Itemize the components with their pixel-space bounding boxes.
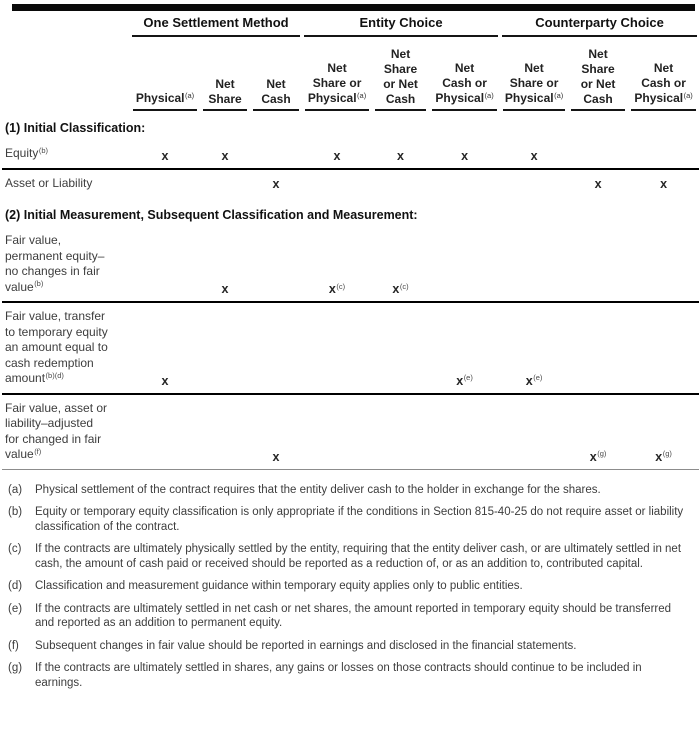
footnote xyxy=(8,579,692,594)
footnote-ref: (a) xyxy=(683,90,693,100)
footnote-text: Subsequent changes in fair value should be reported in earnings and disclosed in the financial statements. xyxy=(35,639,577,652)
mark-cell xyxy=(429,227,500,302)
row-label: Fair value, transfer to temporary equity an amount equal to cash redemption amount$^{(b)(d)}$ xyxy=(2,302,130,394)
column-header-line: Share xyxy=(581,62,615,76)
mark-cell: x xyxy=(594,177,602,191)
column-header-line: Physical$^{(a)}$ xyxy=(504,90,564,105)
footnote-marker: (f) xyxy=(8,639,19,652)
footnotes xyxy=(2,483,698,691)
footnote-ref: (b) xyxy=(38,145,49,155)
column-header xyxy=(628,37,699,111)
mark-cell xyxy=(429,394,500,470)
footnote xyxy=(8,505,692,534)
column-header-line: Physical$^{(a)}$ xyxy=(435,90,494,105)
mark-cell: $x^{(c)}$ xyxy=(302,227,372,302)
column-header-line: Net xyxy=(454,61,475,75)
mark-cell xyxy=(302,169,372,197)
section-title: (2) Initial Measurement, Subsequent Classification and Measurement: xyxy=(5,208,418,222)
column-header-line: Physical$^{(a)}$ xyxy=(307,90,367,105)
footnote-ref: (a) xyxy=(357,90,367,100)
column-header-line: Share or xyxy=(312,76,362,90)
settlement-method-table xyxy=(2,11,699,470)
footnote-text: Physical settlement of the contract requires that the entity deliver cash to the holder in exchange for the shares. xyxy=(35,483,601,496)
mark-cell xyxy=(500,394,568,470)
mark-cell xyxy=(302,394,372,470)
mark-cell: $x^{(g)}$ xyxy=(568,394,628,470)
mark-cell xyxy=(130,394,200,470)
mark-cell xyxy=(500,227,568,302)
column-header-line: Cash or xyxy=(641,76,686,90)
section-title-row xyxy=(2,196,699,227)
footnote-ref: (g) xyxy=(662,449,672,458)
column-header-line: Net xyxy=(588,47,608,61)
row-label: Fair value, permanent equity–no changes in fair value$^{(b)}$ xyxy=(2,227,130,302)
column-header-line: Net xyxy=(653,61,674,75)
footnote-marker: (a) xyxy=(8,483,23,496)
column-header-line: Share xyxy=(383,62,418,76)
column-header xyxy=(250,37,302,111)
column-header-line: Physical$^{(a)}$ xyxy=(634,90,693,105)
table-row xyxy=(2,140,699,169)
mark-cell xyxy=(372,302,429,394)
footnote-marker: (d) xyxy=(8,580,23,592)
column-header-label xyxy=(133,91,197,111)
footnote-ref: (a) xyxy=(185,90,195,100)
column-header-line: or Net xyxy=(383,77,418,91)
mark-cell: x xyxy=(429,140,500,169)
section-title-row xyxy=(2,111,699,140)
column-header xyxy=(568,37,628,111)
column-header-line: Physical$^{(a)}$ xyxy=(135,90,195,105)
group-header-label: Entity Choice xyxy=(304,15,498,37)
footnote-ref: (f) xyxy=(34,446,42,456)
mark-cell xyxy=(500,169,568,197)
column-header-label xyxy=(571,47,625,111)
mark-cell xyxy=(628,227,699,302)
column-header xyxy=(500,37,568,111)
column-header-line: Cash xyxy=(385,92,416,106)
mark-cell xyxy=(250,140,302,169)
footnote-ref: (a) xyxy=(554,90,564,100)
column-header-line: or Net xyxy=(580,77,616,91)
mark-cell xyxy=(130,227,200,302)
mark-cell xyxy=(429,169,500,197)
corner-cell xyxy=(2,11,130,37)
mark-cell xyxy=(372,394,429,470)
column-header-row xyxy=(2,37,699,111)
footnote-marker: (g) xyxy=(8,662,23,674)
group-header-label: Counterparty Choice xyxy=(502,15,697,37)
mark-cell: x xyxy=(272,177,280,191)
column-header-line: Cash or xyxy=(442,76,487,90)
section-title: (1) Initial Classification: xyxy=(5,121,146,135)
footnote xyxy=(8,542,692,571)
footnote-text: If the contracts are ultimately settled in net cash or net shares, the amount reported in temporary equity should be transferred and reported as an addition to permanent equity. xyxy=(35,602,672,629)
table-row xyxy=(2,227,699,302)
column-header xyxy=(429,37,500,111)
document-page xyxy=(0,4,700,690)
footnote xyxy=(8,602,692,631)
footnote-ref: (e) xyxy=(533,373,543,382)
group-header-label: One Settlement Method xyxy=(132,15,300,37)
footnote-ref: (b) xyxy=(34,279,44,288)
column-header-line: Share xyxy=(208,92,242,106)
column-header xyxy=(302,37,372,111)
table-body xyxy=(2,111,699,469)
mark-cell xyxy=(200,302,250,394)
footnote-ref: (g) xyxy=(597,449,607,458)
column-header-label xyxy=(305,61,369,111)
mark-cell: $x^{(e)}$ xyxy=(429,302,500,394)
mark-cell: x xyxy=(660,177,668,191)
footnote-ref: (c) xyxy=(336,281,346,291)
footnote-marker: (e) xyxy=(8,602,23,615)
footnote xyxy=(8,661,692,690)
row-label: Equity$^{(b)}$ xyxy=(2,140,130,169)
group-header-row xyxy=(2,11,699,37)
footnote-ref: (b)(d) xyxy=(45,370,64,380)
column-header-label xyxy=(375,47,426,111)
mark-cell xyxy=(200,169,250,197)
mark-cell xyxy=(130,169,200,197)
column-header-line: Net xyxy=(390,47,411,61)
mark-cell: x xyxy=(130,302,200,394)
column-header-label xyxy=(503,61,565,111)
mark-cell xyxy=(250,227,302,302)
group-header xyxy=(130,11,302,37)
table-header xyxy=(2,11,699,111)
table-row xyxy=(2,169,699,197)
footnote-ref: (e) xyxy=(463,373,473,382)
table-row xyxy=(2,394,699,470)
mark-cell: $x^{(e)}$ xyxy=(500,302,568,394)
column-header-label xyxy=(203,77,247,111)
mark-cell: x xyxy=(200,227,250,302)
footnote xyxy=(8,483,692,498)
footnote-text: Classification and measurement guidance within temporary equity applies only to public entities. xyxy=(35,580,523,592)
mark-cell xyxy=(200,394,250,470)
column-header xyxy=(130,37,200,111)
mark-cell xyxy=(568,227,628,302)
footnote-ref: (c) xyxy=(399,281,409,291)
mark-cell xyxy=(628,140,699,169)
group-header xyxy=(500,11,699,37)
footnote-marker: (c) xyxy=(8,543,22,555)
column-header-label xyxy=(432,61,497,111)
mark-cell xyxy=(568,302,628,394)
column-header-line: Net xyxy=(215,77,235,91)
group-header xyxy=(302,11,500,37)
column-header-line: Net xyxy=(266,77,286,91)
mark-cell xyxy=(372,169,429,197)
table-row xyxy=(2,302,699,394)
footnote-marker: (b) xyxy=(8,506,23,518)
mark-cell xyxy=(628,302,699,394)
column-header-line: Share or xyxy=(509,76,559,90)
mark-cell: $x^{(g)}$ xyxy=(628,394,699,470)
footnote-text: Equity or temporary equity classification is only appropriate if the conditions in Section 815-40-25 do not require asset or liability classification of the contract. xyxy=(35,506,684,533)
footnote-text: If the contracts are ultimately physically settled by the entity, requiring that the entity deliver cash, or are ultimately settled in net cash, the amount of cash paid or received should be reported as a reduction of, or as an addition to, contributed capital. xyxy=(35,543,682,570)
footnote xyxy=(8,639,692,654)
column-header-label xyxy=(631,61,696,111)
footnote-text: If the contracts are ultimately settled in shares, any gains or losses on those contracts should continue to be included in earnings. xyxy=(35,662,642,689)
mark-cell: x xyxy=(372,140,429,169)
corner-cell xyxy=(2,37,130,111)
column-header-line: Net xyxy=(327,61,347,75)
mark-cell: x xyxy=(250,394,302,470)
column-header xyxy=(372,37,429,111)
row-label: Asset or Liability xyxy=(5,175,93,190)
mark-cell: x xyxy=(302,140,372,169)
footnote-ref: (a) xyxy=(484,90,494,100)
column-header-line: Cash xyxy=(261,92,291,106)
mark-cell: x xyxy=(130,140,200,169)
column-header-line: Net xyxy=(524,61,544,75)
mark-cell xyxy=(568,140,628,169)
row-label: Fair value, asset or liability–adjusted for changed in fair value$^{(f)}$ xyxy=(2,394,130,470)
mark-cell: $x^{(c)}$ xyxy=(372,227,429,302)
mark-cell xyxy=(302,302,372,394)
column-header-label xyxy=(253,77,299,111)
mark-cell: x xyxy=(200,140,250,169)
mark-cell: x xyxy=(500,140,568,169)
table-top-rule xyxy=(12,4,695,11)
column-header-line: Cash xyxy=(583,92,613,106)
mark-cell xyxy=(250,302,302,394)
column-header xyxy=(200,37,250,111)
